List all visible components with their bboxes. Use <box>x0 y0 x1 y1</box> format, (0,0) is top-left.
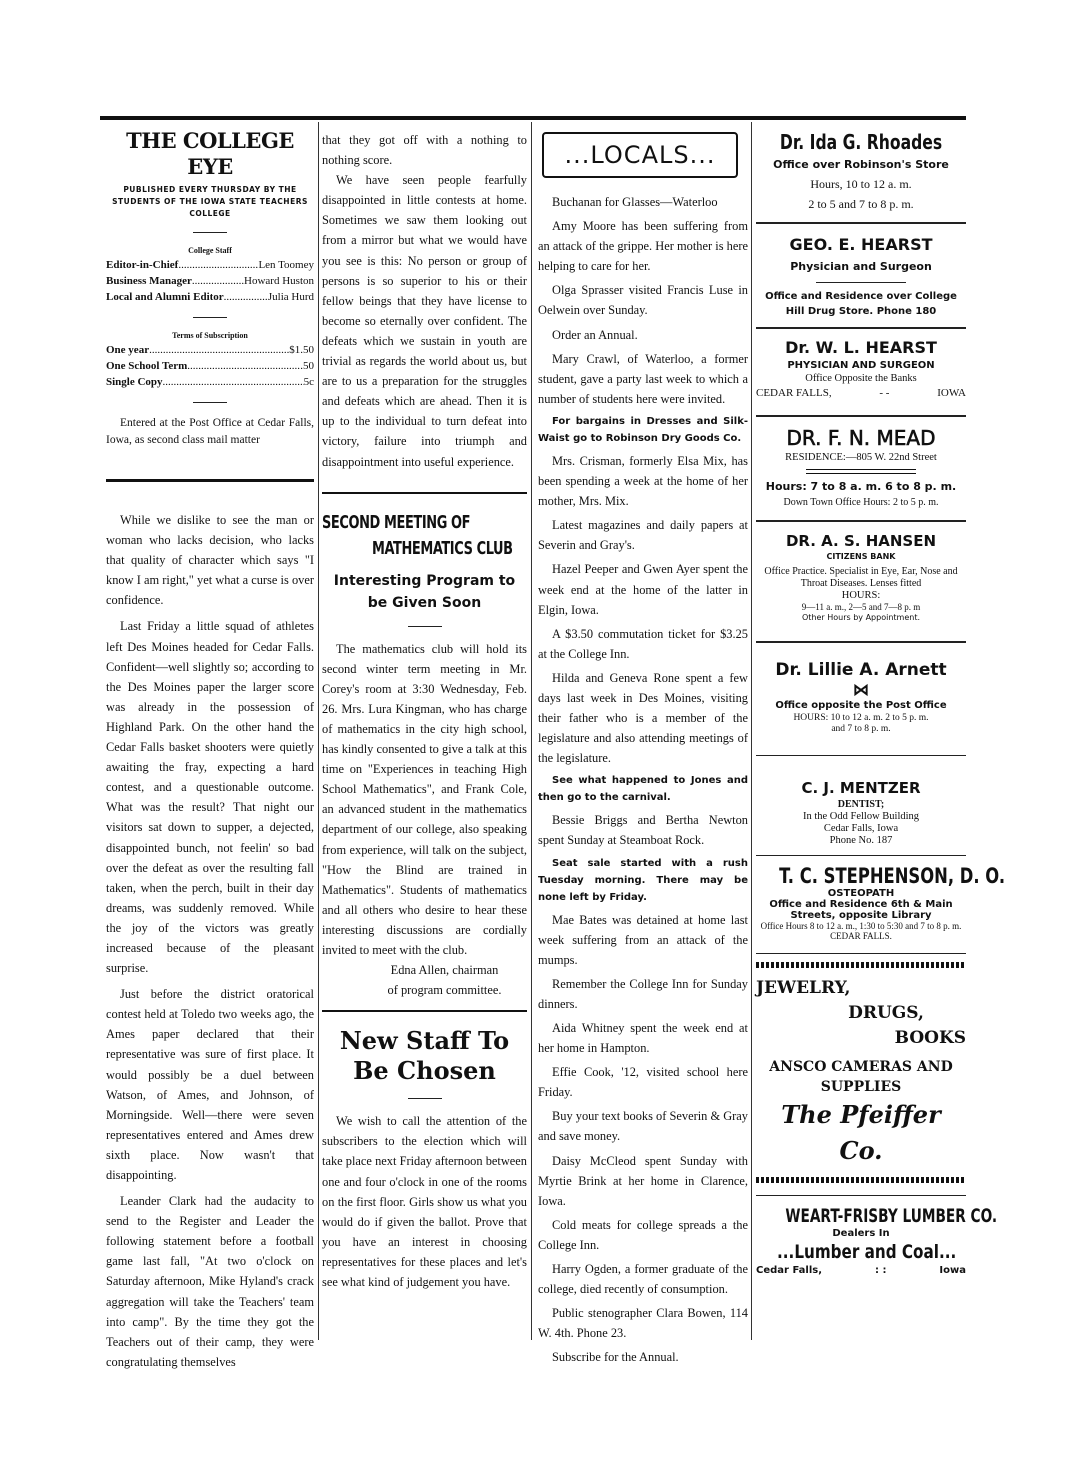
ad-hours: 9—11 a. m., 2—5 and 7—8 p. m <box>801 602 921 612</box>
ad-practice: Office Practice. Specialist in Eye, Ear, Nose and Throat Diseases. Lenses fitted <box>764 566 958 589</box>
terms-price: $1.50 <box>289 344 314 356</box>
ad-rule <box>756 1195 966 1196</box>
terms-price: .50 <box>300 360 314 372</box>
section-rule <box>106 479 314 482</box>
local-item: Hilda and Geneva Rone spent a few days last week in Des Moines, visiting their father who is a member of the legislature and also attending meetings of the legislature. <box>538 670 748 766</box>
ad-arnett <box>756 657 966 735</box>
ad-rule <box>756 855 966 856</box>
leader-dots <box>149 342 289 358</box>
math-club-signature-2: of program committee. <box>387 983 502 998</box>
ad-goods: ...Lumber and Coal... <box>777 1241 957 1263</box>
terms-list <box>106 342 314 390</box>
math-club-headline-2: MATHEMATICS CLUB <box>372 537 513 559</box>
ad-pfeiffer <box>756 976 966 1169</box>
ad-residence: RESIDENCE:—805 W. 22nd Street <box>785 452 937 463</box>
ad-hours-label: HOURS: <box>841 590 881 601</box>
local-item: Buy your text books of Severin & Gray and save money. <box>538 1109 748 1144</box>
terms-row <box>106 358 314 374</box>
pfeiffer-logo: The Pfeiffer Co. <box>781 1100 941 1165</box>
ad-hansen <box>756 530 966 623</box>
ad-city: Cedar Falls, <box>756 1265 823 1276</box>
local-item: Mrs. Crisman, formerly Elsa Mix, has been spending a week at the home of her mother, Mrs. Mix. <box>538 453 748 509</box>
ad-name: Dr. W. L. HEARST <box>785 338 937 357</box>
entered-notice: Entered at the Post Office at Cedar Falls, Iowa, as second class mail matter <box>106 417 314 446</box>
column-divider <box>751 122 752 1340</box>
terms-label: Single Copy <box>106 376 163 388</box>
ornament-icon: ⋈ <box>853 682 869 699</box>
divider <box>408 626 442 627</box>
local-item: Mary Crawl, of Waterloo, a former student, gave a party last week to which a number of students here were invited. <box>538 351 748 406</box>
staff-name: Julia Hurd <box>267 291 314 303</box>
locals-title: ...LOCALS... <box>542 132 738 178</box>
column-3 <box>538 132 748 1372</box>
ad-name: Dr. Lillie A. Arnett <box>775 660 947 680</box>
ad-rule <box>756 415 966 417</box>
local-item: A $3.50 commutation ticket for $3.25 at the College Inn. <box>538 626 748 661</box>
ad-rule <box>756 953 966 954</box>
ad-title: DENTIST; <box>837 799 885 810</box>
local-item: Seat sale started with a rush Tuesday morning. There may be none left by Friday. <box>538 857 748 903</box>
local-item: Public stenographer Clara Bowen, 114 W. 4th. Phone 23. <box>538 1306 748 1341</box>
editorial-continued <box>322 130 527 472</box>
ad-state: IOWA <box>937 387 966 399</box>
ad-dealers: Dealers In <box>832 1228 890 1239</box>
column-divider <box>318 122 319 1340</box>
column-2 <box>322 130 527 1292</box>
ad-building: In the Odd Fellow Building <box>802 811 920 822</box>
staff-role: Business Manager <box>106 275 192 287</box>
ad-mentzer <box>756 778 966 847</box>
ad-hours: 2 to 5 and 7 to 8 p. m. <box>808 197 914 211</box>
staff-row <box>106 257 314 273</box>
divider <box>408 1098 442 1099</box>
ad-mead <box>756 425 966 510</box>
ornamental-border <box>756 962 966 968</box>
divider <box>193 232 227 233</box>
math-club-headline-1: SECOND MEETING OF <box>322 511 471 533</box>
ad-hours: Hours, 10 to 12 a. m. <box>810 177 912 191</box>
terms-heading: Terms of Subscription <box>172 331 248 340</box>
terms-price: 5c <box>303 376 314 388</box>
leader-dots <box>224 289 268 305</box>
local-item: For bargains in Dresses and Silk-Waist go to Robinson Dry Goods Co. <box>538 415 748 444</box>
ad-city: CEDAR FALLS, <box>756 387 832 399</box>
staff-row <box>106 273 314 289</box>
math-club-body: The mathematics club will hold its second winter term meeting in Mr. Corey's room at 3:30 Wednesday, Feb. 26. Mrs. Lura Kingman, who has charge of mathematics in the city high school, has kindly consented to give a talk at this time on "Experiences in teaching High School Mathematics", and Frank Cole, an advanced student in the mathematics department of our college, also speaking from experience, will talk on the subject, "How the Blind are trained in Mathematics". Students of mathematics and all others who desire to hear these interesting discussions are cordially invited to meet with the club. <box>322 641 527 957</box>
ad-line: DRUGS, <box>848 1003 924 1023</box>
terms-label: One year <box>106 344 150 356</box>
local-item: Order an Annual. <box>552 327 638 342</box>
math-club-signature-1: Edna Allen, chairman <box>390 963 499 978</box>
local-item: Buchanan for Glasses—Waterloo <box>552 195 718 209</box>
leader-dots <box>187 358 300 374</box>
top-rule <box>100 116 966 120</box>
new-staff-body: We wish to call the attention of the subscribers to the election which will take place next Friday afternoon between one and four o'clock in one of the rooms on the first floor. Girls show us what you would do if given the ballot. Prove that you have an interest in choosing representatives for these places and let's see what kind of judgement you have. <box>322 1114 527 1290</box>
column-4 <box>756 128 1006 1278</box>
ad-hours: HOURS: 10 to 12 a. m. 2 to 5 p. m. <box>793 713 929 723</box>
ad-weart-frisby <box>756 1204 998 1278</box>
local-item: Remember the College Inn for Sunday dinners. <box>538 976 748 1011</box>
ad-rule <box>756 520 966 522</box>
column-divider <box>531 122 532 1340</box>
section-rule <box>322 492 527 494</box>
local-item: Bessie Briggs and Bertha Newton spent Sunday at Steamboat Rock. <box>538 813 748 848</box>
ad-name: Dr. Ida G. Rhoades <box>779 130 943 154</box>
ad-office: Office Opposite the Banks <box>805 373 917 384</box>
editorial-paragraph: While we dislike to see the man or woman who lacks decision, who lacks that quality of character which says "I know I am right," yet what a curse is over confidence. <box>106 513 314 608</box>
local-item: Amy Moore has been suffering from an attack of the grippe. Her mother is here helping to care for her. <box>538 219 748 274</box>
ad-phone: Phone No. 187 <box>829 835 893 846</box>
ad-office: Office and Residence over College Hill Drug Store. Phone 180 <box>765 291 957 317</box>
new-staff-headline: New Staff To Be Chosen <box>339 1026 510 1086</box>
ad-title: Physician and Surgeon <box>790 260 932 273</box>
ad-line: BOOKS <box>894 1028 966 1048</box>
ad-bank: CITIZENS BANK <box>826 552 896 561</box>
editorial-paragraph: Last Friday a little squad of athletes left Des Moines headed for Cedar Falls. Confident—well slightly so; according to the Des Moines paper the larger score was already in the possession of Highland Park. On the other hand the Cedar Falls basket shooters were quietly awaiting the fray, expecting a hard contest, and a questionable outcome. What was the result? That night our visitors sat down to supper, a dejected, disappointed bunch, not feelin' so bad over the defeat as over the resulting fall taken, when the perch, built in their day dreams, was suddenly removed. While the joy of the victors was greatly increased because of the pleasant surprise. <box>106 619 314 976</box>
local-item: Mae Bates was detained at home last week suffering from an attack of the mumps. <box>538 912 748 967</box>
ad-rhoades <box>756 128 966 214</box>
ad-hours: Hours: 7 to 8 a. m. 6 to 8 p. m. <box>765 480 957 493</box>
ad-office: Office over Robinson's Store <box>773 158 949 171</box>
local-item: Subscribe for the Annual. <box>552 1350 679 1365</box>
divider <box>193 317 227 318</box>
leader-dots <box>163 374 304 390</box>
section-rule <box>322 1010 527 1012</box>
ad-name: WEART-FRISBY LUMBER CO. <box>785 1205 998 1227</box>
local-item: Aida Whitney spent the week end at her home in Hampton. <box>538 1021 748 1056</box>
ad-line: JEWELRY, <box>756 978 851 998</box>
editorial-paragraph: We have seen people fearfully disappointed in little contests at home. Sometimes we saw them looking out from a mirror but what we would have you see is this: No person or group of persons is so superior to his or their fellow beings that they have license to become so eternally over confident. The defeats which we sustain in youth are trivial as regards the world about us, but are to us a preparation for the struggles and defeats which are ahead. Then it is up to the individual to turn defeat into victory, failure into triumph and disappointment into useful experience. <box>322 173 527 469</box>
ad-rule <box>756 641 966 643</box>
locals-list <box>538 192 748 1368</box>
local-item: Hazel Peeper and Gwen Ayer spent the week end at the home of the latter in Elgin, Iowa. <box>538 562 748 617</box>
ad-name: C. J. MENTZER <box>801 779 921 797</box>
ad-hours: Office Hours 8 to 12 a. m., 1:30 to 5:30 and 7 to 8 p. m. CEDAR FALLS. <box>760 921 962 941</box>
editorial <box>106 510 314 1372</box>
ad-cameras: ANSCO CAMERAS AND SUPPLIES <box>769 1059 953 1095</box>
ad-office: Office and Residence 6th & Main Streets, opposite Library <box>769 899 953 921</box>
editorial-paragraph: Just before the district oratorical contest held at Toledo two weeks ago, the Ames paper declared that their representative was sure of first place. It would possibly be a duel between Watson, of Ames, and Johnson, of Morningside. Well—there were seven representatives entered and Ames drew sixth place. Now wasn't that disappointing. <box>106 987 314 1182</box>
staff-list <box>106 257 314 305</box>
ad-separator: - - <box>879 387 890 399</box>
divider <box>193 402 227 403</box>
staff-role: Local and Alumni Editor <box>106 291 224 303</box>
ad-office: Office opposite the Post Office <box>775 700 947 711</box>
local-item: Harry Ogden, a former graduate of the college, died recently of consumption. <box>538 1262 748 1297</box>
ad-downtown-hours: Down Town Office Hours: 2 to 5 p. m. <box>783 497 939 508</box>
column-1 <box>106 128 314 1372</box>
ad-other-hours: Other Hours by Appointment. <box>801 613 920 622</box>
ad-title: PHYSICIAN AND SURGEON <box>787 360 935 371</box>
ad-wl-hearst <box>756 337 966 401</box>
ad-stephenson <box>756 864 1006 941</box>
ad-rule <box>756 755 966 756</box>
ad-hours: and 7 to 8 p. m. <box>831 724 891 734</box>
masthead-title: THE COLLEGE EYE <box>126 128 294 179</box>
ad-city: Cedar Falls, Iowa <box>823 823 899 834</box>
ornament <box>806 469 916 474</box>
staff-role: Editor-in-Chief <box>106 259 179 271</box>
local-item: Effie Cook, '12, visited school here Friday. <box>538 1065 748 1100</box>
ornamental-border <box>756 1177 966 1183</box>
staff-row <box>106 289 314 305</box>
leader-dots <box>178 257 258 273</box>
local-item: Latest magazines and daily papers at Severin and Gray's. <box>538 518 748 553</box>
ad-geo-hearst <box>756 232 966 319</box>
ad-rule <box>756 327 966 329</box>
ad-separator: : : <box>874 1265 887 1276</box>
editorial-paragraph: that they got off with a nothing to nothing score. <box>322 133 527 168</box>
ad-name: DR. F. N. MEAD <box>786 426 936 450</box>
math-club-subhead: Interesting Program to be Given Soon <box>333 572 516 611</box>
ad-name: GEO. E. HEARST <box>789 235 933 254</box>
masthead-subtitle: PUBLISHED EVERY THURSDAY BY THE STUDENTS OF THE IOWA STATE TEACHERS COLLEGE <box>112 185 308 218</box>
staff-name: Len Toomey <box>258 259 314 271</box>
staff-name: Howard Huston <box>244 275 314 287</box>
local-item: Olga Sprasser visited Francis Luse in Oelwein over Sunday. <box>538 283 748 318</box>
terms-row <box>106 374 314 390</box>
ad-state: Iowa <box>939 1265 966 1276</box>
staff-heading: College Staff <box>188 246 232 255</box>
ad-name: T. C. STEPHENSON, D. O. <box>779 864 1006 888</box>
leader-dots <box>192 273 244 289</box>
ad-rule <box>756 222 966 224</box>
ad-title: OSTEOPATH <box>827 888 895 899</box>
local-item: See what happened to Jones and then go to the carnival. <box>538 775 748 804</box>
terms-label: One School Term <box>106 360 188 372</box>
editorial-paragraph: Leander Clark had the audacity to send to the Register and Leader the following statement before a football game last fall, "At two o'clock on Saturday afternoon, Mike Hyland's crack aggregation will take the Teachers' team into camp". By the time they got the Teachers out of their camp, they were congratulating themselves <box>106 1194 314 1369</box>
ad-name: DR. A. S. HANSEN <box>785 532 937 550</box>
terms-row <box>106 342 314 358</box>
local-item: Daisy McCleod spent Sunday with Myrtie Brink at her home in Clarence, Iowa. <box>538 1153 748 1208</box>
local-item: Cold meats for college spreads a the College Inn. <box>538 1217 748 1252</box>
